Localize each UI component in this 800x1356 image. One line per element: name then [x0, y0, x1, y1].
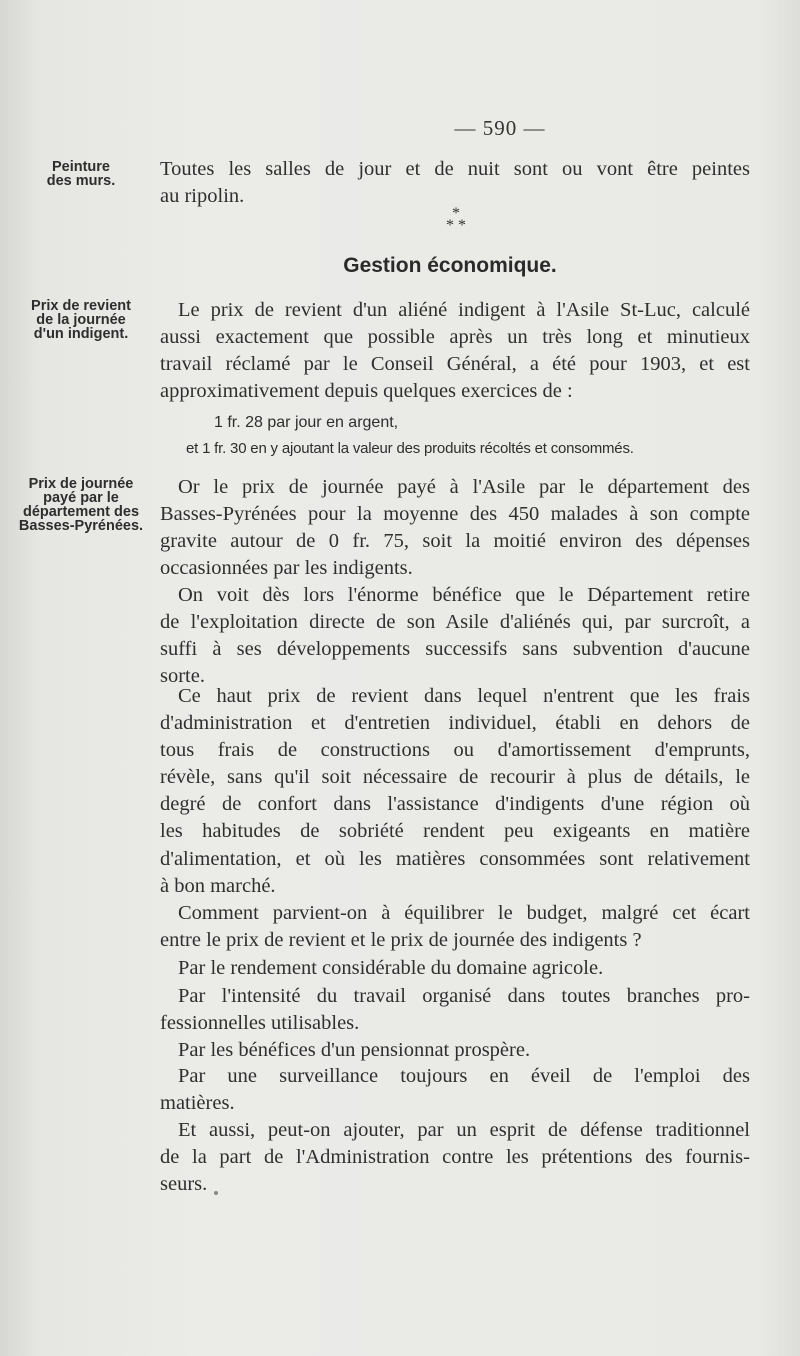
text-line: d'alimentation, et où les matières consommées sont relativement — [160, 847, 750, 870]
text-line: de l'exploitation directe de son Asile d'aliénés qui, par surcroît, a — [160, 611, 750, 634]
text-line: Et aussi, peut-on ajouter, par un esprit de défense traditionnel — [178, 1119, 750, 1141]
text-line: On voit dès lors l'énorme bénéfice que le Département retire — [178, 584, 750, 606]
text-line: Par l'intensité du travail organisé dans toutes branches pro- — [178, 985, 750, 1007]
text-line: entre le prix de revient et le prix de journée des indigents ? — [160, 929, 642, 952]
text-line: approximativement depuis quelques exercices de : — [160, 380, 573, 403]
text-line: Toutes les salles de jour et de nuit sont ou vont être peintes — [160, 158, 750, 180]
asterism — [426, 205, 486, 234]
text-line: sorte. — [160, 665, 205, 688]
text-line: à bon marché. — [160, 874, 276, 897]
text-line: gravite autour de 0 fr. 75, soit la moitié environ des dépenses — [160, 530, 750, 553]
paragraph-haut-prix — [160, 683, 750, 900]
paragraph-prix-journee — [160, 474, 750, 582]
text-line: fessionnelles utilisables. — [160, 1012, 360, 1035]
ink-speck — [214, 1191, 218, 1195]
text-line: révèle, sans qu'il soit nécessaire de recourir à plus de détails, le — [160, 766, 750, 789]
paragraph-intro — [160, 156, 750, 210]
text-line: Or le prix de journée payé à l'Asile par le département des — [178, 476, 750, 498]
page-number: — 590 — — [454, 116, 546, 140]
text-line: Par les bénéfices d'un pensionnat prospère. — [178, 1039, 531, 1061]
price-line-argent: 1 fr. 28 par jour en argent, — [214, 414, 399, 431]
margin-note-peinture — [6, 160, 156, 188]
margin-note-prix-journee — [6, 477, 156, 533]
margin-note-line: d'un indigent. — [33, 326, 129, 342]
text-line: tous frais de constructions ou d'amortissement d'emprunts, — [160, 739, 750, 762]
paragraph-rendement — [160, 955, 750, 982]
margin-note-line: département des — [22, 504, 140, 520]
paragraph-benefice — [160, 582, 750, 690]
text-line: Ce haut prix de revient dans lequel n'entrent que les frais — [178, 685, 750, 707]
section-heading: Gestion économique. — [343, 254, 557, 277]
text-line: travail réclamé par le Conseil Général, a été pour 1903, et est — [160, 353, 750, 376]
paragraph-comment — [160, 900, 750, 954]
text-line: au ripolin. — [160, 185, 245, 208]
text-line: Le prix de revient d'un aliéné indigent à l'Asile St-Luc, calculé — [178, 299, 750, 321]
margin-note-line: Peinture — [51, 159, 110, 175]
text-line: les habitudes de sobriété rendent peu exigeants en matière — [160, 820, 750, 843]
text-line: occasionnées par les indigents. — [160, 557, 413, 580]
text-line: d'administration et d'entretien individuel, établi en dehors de — [160, 712, 750, 735]
paragraph-cost — [160, 297, 750, 405]
text-line: degré de confort dans l'assistance d'indigents d'une région où — [160, 793, 750, 816]
text-line: seurs. — [160, 1173, 208, 1196]
text-line: matières. — [160, 1092, 235, 1115]
paragraph-surveillance — [160, 1063, 750, 1117]
text-line: de la part de l'Administration contre les prétentions des fournis- — [160, 1146, 750, 1169]
text-line: Basses-Pyrénées pour la moyenne des 450 malades à son compte — [160, 503, 750, 526]
paragraph-intensite — [160, 983, 750, 1037]
margin-note-line: Prix de revient — [31, 298, 131, 314]
text-line: Comment parvient-on à équilibrer le budget, malgré cet écart — [178, 902, 750, 924]
text-line: Par une surveillance toujours en éveil de l'emploi des — [178, 1065, 750, 1087]
margin-note-line: des murs. — [46, 173, 116, 189]
price-line-produits: et 1 fr. 30 en y ajoutant la valeur des produits récoltés et consommés. — [186, 440, 634, 457]
margin-note-line: payé par le — [43, 490, 119, 506]
margin-note-line: de la journée — [36, 312, 126, 328]
text-line: aussi exactement que possible après un très long et minutieux — [160, 326, 750, 349]
margin-note-line: Prix de journée — [28, 476, 134, 492]
asterism-top: * — [452, 205, 460, 222]
text-line: suffi à ses développements successifs sans subvention d'aucune — [160, 638, 750, 661]
text-line: Par le rendement considérable du domaine agricole. — [178, 957, 604, 979]
paragraph-esprit — [160, 1117, 750, 1198]
paragraph-pensionnat — [160, 1037, 750, 1064]
asterism-bottom: * * — [446, 217, 466, 234]
margin-note-prix-revient — [6, 299, 156, 341]
margin-note-line: Basses-Pyrénées. — [18, 518, 144, 534]
